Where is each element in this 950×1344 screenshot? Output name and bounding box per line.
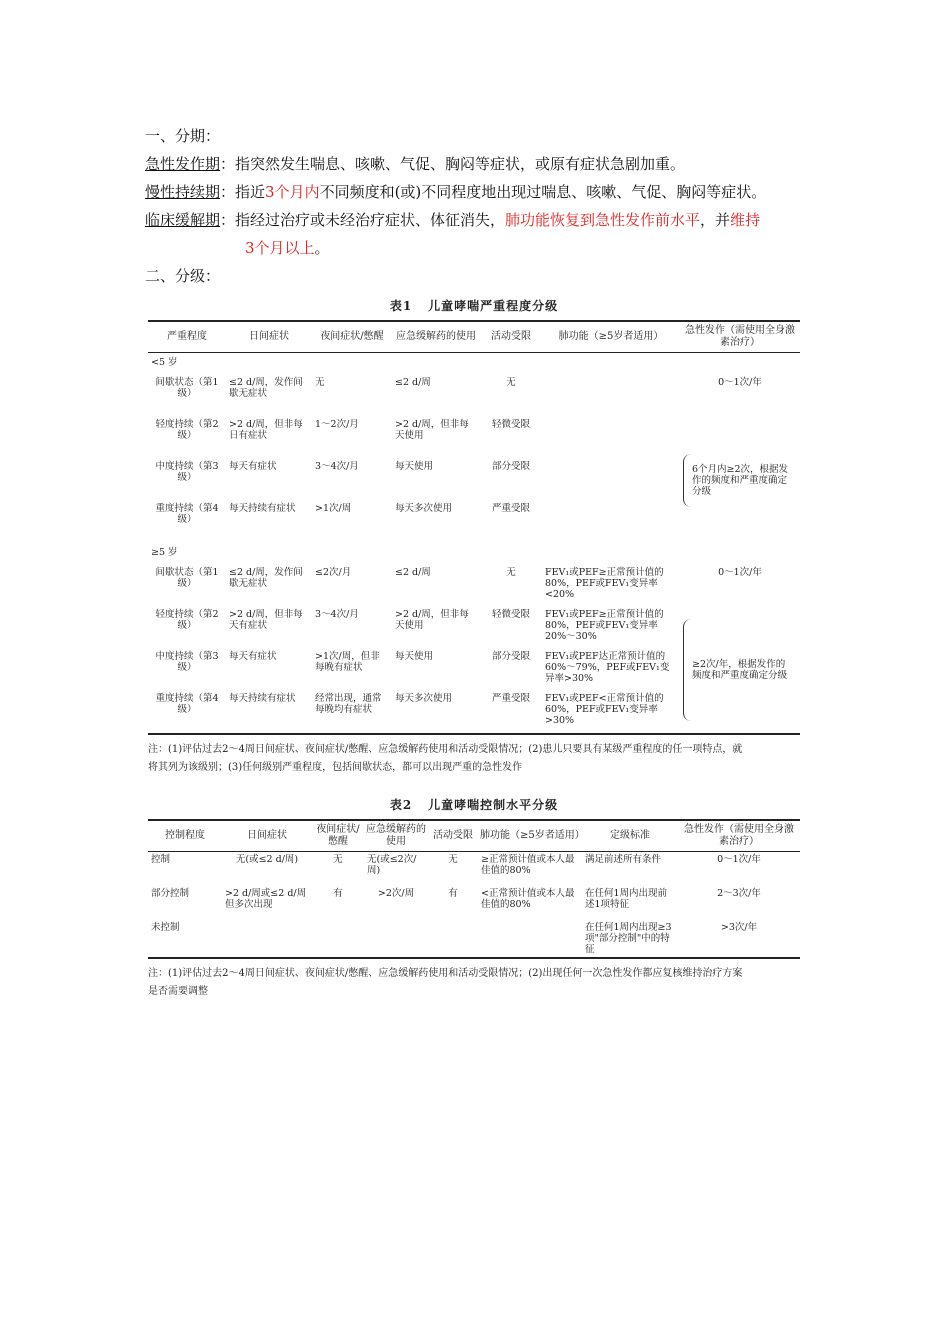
table2-note-line-1: 注：(1)评估过去2～4周日间症状、夜间症状/憋醒、应急缓解药使用和活动受限情况；(2)出现任何一次急性发作都应复核维持治疗方案: [148, 968, 743, 979]
table-cell: 未控制: [151, 922, 180, 933]
table-cell: 中度持续（第3级）: [155, 651, 219, 673]
table2-header: 应急缓解药的使用: [366, 824, 426, 847]
table1-group-row: [148, 353, 800, 376]
table-cell: 每天使用: [395, 651, 434, 662]
table-cell-text: ≥2次/年，根据发作的频度和严重度确定分级: [692, 659, 788, 681]
table1: [148, 320, 800, 735]
table1-header: 急性发作（需使用全身激素治疗）: [685, 325, 795, 348]
table-cell: >2 d/周，但非每天使用: [395, 609, 469, 631]
table-cell: >2 d/周或≤2 d/周但多次出现: [225, 888, 307, 910]
table2-header: 日间症状: [247, 830, 287, 841]
table-cell: >2 d/周，但非每天使用: [395, 419, 469, 441]
chronic-phase-highlight: 3个月内: [265, 183, 320, 201]
table-cell-text: 6个月内≥2次，根据发作的频度和严重度确定分级: [692, 463, 789, 497]
table1-block: [148, 297, 800, 777]
table1-header: 活动受限: [491, 331, 531, 342]
table-cell: >2次/周: [377, 888, 415, 899]
table1-group-row: [148, 543, 800, 565]
intro-section: [145, 122, 845, 290]
table-cell: FEV₁或PEF≥正常预计值的80%，PEF或FEV₁变异率<20%: [545, 567, 664, 600]
table1-title-text: 儿童哮喘严重程度分级: [428, 299, 559, 313]
brace-group: [683, 619, 797, 721]
table-cell: 经常出现，通常每晚均有症状: [315, 693, 382, 715]
table-cell: 无: [315, 377, 325, 388]
remission-phase-pre: ：指经过治疗或未经治疗症状、体征消失，: [220, 211, 506, 229]
table1-note: [148, 741, 800, 777]
table-cell: [680, 417, 800, 543]
heading-grading: 二、分级：: [145, 267, 221, 285]
remission-phase-line-2: [145, 234, 845, 262]
table-cell: 每天多次使用: [395, 693, 453, 704]
table-row: [148, 565, 800, 607]
table-cell: 每天有症状: [229, 461, 277, 472]
table-cell: >3次/年: [720, 922, 758, 933]
table-cell: ≥正常预计值或本人最佳值的80%: [481, 854, 575, 876]
table-cell: 间歇状态（第1级）: [155, 377, 219, 399]
remission-phase-duration: 3个月以上: [245, 239, 315, 257]
table-cell: 在任何1周内出现前述1项特征: [585, 888, 668, 910]
table2-title: [148, 796, 800, 813]
chronic-phase-line: [145, 178, 845, 206]
table-cell: 轻度持续（第2级）: [155, 609, 219, 631]
remission-phase-end: 。: [314, 239, 330, 257]
table-cell: [312, 920, 364, 958]
table-cell: ≤2 d/周: [395, 377, 431, 388]
table2-header: 定级标准: [610, 830, 650, 841]
table-row: [148, 607, 800, 649]
table-row: [148, 417, 800, 459]
table2-header: 活动受限: [433, 830, 473, 841]
table-row: [148, 852, 800, 887]
table-cell: 每天持续有症状: [229, 693, 296, 704]
table1-header: 应急缓解药的使用: [396, 331, 476, 342]
table-cell: 每天使用: [395, 461, 434, 472]
table-cell: [478, 920, 582, 958]
table-cell: >1次/周: [315, 503, 352, 514]
chronic-phase-pre: ：指近: [220, 183, 266, 201]
table-cell: 轻微受限: [491, 609, 530, 620]
table-cell: 部分控制: [151, 888, 190, 899]
table-cell: 3～4次/月: [315, 609, 359, 620]
heading-staging: 一、分期：: [145, 127, 221, 145]
table2-header: 夜间症状/憋醒: [316, 824, 360, 847]
table1-note-line-1: 注：(1)评估过去2～4周日间症状、夜间症状/憋醒、应急缓解药使用和活动受限情况；(2)患儿只要具有某级严重程度的任一项特点，就: [148, 744, 743, 755]
table-cell: ≤2 d/周，发作间歇无症状: [229, 377, 303, 399]
table2-block: [148, 796, 800, 1001]
acute-phase-line: [145, 150, 845, 178]
table-cell: 控制: [151, 854, 171, 865]
table-cell: 无: [333, 854, 343, 865]
table-cell: 有: [333, 888, 343, 899]
table2-note-line-2: 是否需要调整: [148, 986, 208, 997]
table-cell: 严重受限: [491, 693, 530, 704]
table-cell: ≤2 d/周，发作间歇无症状: [229, 567, 303, 589]
table1-note-line-2: 将其列为该级别；(3)任何级别严重程度，包括间歇状态，都可以出现严重的急性发作: [148, 762, 523, 773]
table-cell: 每天持续有症状: [229, 503, 296, 514]
table-cell: 每天有症状: [229, 651, 277, 662]
table1-header: 肺功能（≥5岁者适用）: [558, 331, 664, 342]
chronic-phase-term: 慢性持续期: [145, 183, 221, 201]
remission-phase-line: [145, 206, 845, 234]
table-cell: FEV₁或PEF≥正常预计值的80%，PEF或FEV₁变异率20%～30%: [545, 609, 664, 642]
table-cell: 无: [506, 377, 516, 388]
table-cell: 无(或≤2 d/周): [235, 854, 299, 865]
table-cell: FEV₁或PEF<正常预计值的60%，PEF或FEV₁变异率>30%: [545, 693, 664, 726]
table-cell: <正常预计值或本人最佳值的80%: [481, 888, 575, 910]
table-cell: 部分受限: [491, 461, 530, 472]
table-cell: [428, 920, 478, 958]
table1-header: 日间症状: [249, 331, 289, 342]
table-cell: [222, 920, 312, 958]
table-cell: [680, 607, 800, 734]
table-cell: 无: [448, 854, 458, 865]
table-cell: ≤2次/月: [315, 567, 352, 578]
table-cell: 0～1次/年: [717, 854, 761, 865]
table-cell: >2 d/周，但非每日有症状: [229, 419, 303, 441]
table2-header: 肺功能（≥5岁者适用）: [480, 830, 585, 841]
table2-note: [148, 965, 800, 1001]
table-cell: 严重受限: [491, 503, 530, 514]
table-cell: >2 d/周，但非每天有症状: [229, 609, 303, 631]
table-cell: 中度持续（第3级）: [155, 461, 219, 483]
table-cell: 每天多次使用: [395, 503, 453, 514]
table-cell: 3～4次/月: [315, 461, 359, 472]
table-row: [148, 920, 800, 958]
table1-title: [148, 297, 800, 314]
table-cell: 重度持续（第4级）: [155, 693, 219, 715]
remission-phase-highlight: 肺功能恢复到急性发作前水平: [505, 211, 701, 229]
table-cell: 重度持续（第4级）: [155, 503, 219, 525]
table-cell: 0～1次/年: [718, 377, 762, 388]
remission-phase-mid: ，并: [700, 211, 731, 229]
table-cell: [542, 417, 680, 459]
table2-header: 控制程度: [165, 830, 205, 841]
table-cell: [542, 501, 680, 543]
table-cell: 部分受限: [491, 651, 530, 662]
table-cell: 0～1次/年: [718, 567, 762, 578]
table-cell: [542, 459, 680, 501]
table1-header-row: [148, 321, 800, 353]
table2-title-text: 儿童哮喘控制水平分级: [428, 798, 559, 812]
table-cell: 在任何1周内出现≥3项"部分控制"中的特征: [585, 922, 672, 955]
table-cell: 无(或≤2次/周): [367, 854, 417, 876]
table-row: [148, 375, 800, 417]
table-cell: 轻度持续（第2级）: [155, 419, 219, 441]
acute-phase-text: ：指突然发生喘息、咳嗽、气促、胸闷等症状，或原有症状急剧加重。: [220, 155, 686, 173]
table1-header: 夜间症状/憋醒: [320, 331, 384, 342]
table1-group-label: <5 岁: [151, 357, 178, 368]
table-cell: 间歇状态（第1级）: [155, 567, 219, 589]
table-cell: 2～3次/年: [717, 888, 761, 899]
acute-phase-term: 急性发作期: [145, 155, 221, 173]
table2-header-row: [148, 820, 800, 852]
table1-header: 严重程度: [167, 331, 207, 342]
table-cell: >1次/周，但非每晚有症状: [315, 651, 380, 673]
table-cell: [364, 920, 428, 958]
table1-number: 表1: [389, 299, 413, 313]
chronic-phase-text: 不同频度和(或)不同程度地出现过喘息、咳嗽、气促、胸闷等症状。: [319, 183, 767, 201]
table2-number: 表2: [389, 798, 413, 812]
table-cell: 满足前述所有条件: [585, 854, 662, 865]
table2-header: 急性发作（需使用全身激素治疗）: [684, 824, 794, 847]
table2: [148, 819, 800, 959]
table-cell: [542, 375, 680, 417]
remission-phase-highlight-2: 维持: [730, 211, 761, 229]
table1-group-label: ≥5 岁: [151, 547, 178, 558]
table-cell: 1～2次/月: [315, 419, 359, 430]
table-row: [148, 886, 800, 920]
remission-phase-term: 临床缓解期: [145, 211, 221, 229]
table-cell: 无: [506, 567, 516, 578]
table-cell: 轻微受限: [491, 419, 530, 430]
table-cell: 有: [448, 888, 458, 899]
brace-group: [683, 454, 797, 507]
table-cell: ≤2 d/周: [395, 567, 431, 578]
table-cell: FEV₁或PEF达正常预计值的60%～79%，PEF或FEV₁变异率>30%: [545, 651, 670, 684]
